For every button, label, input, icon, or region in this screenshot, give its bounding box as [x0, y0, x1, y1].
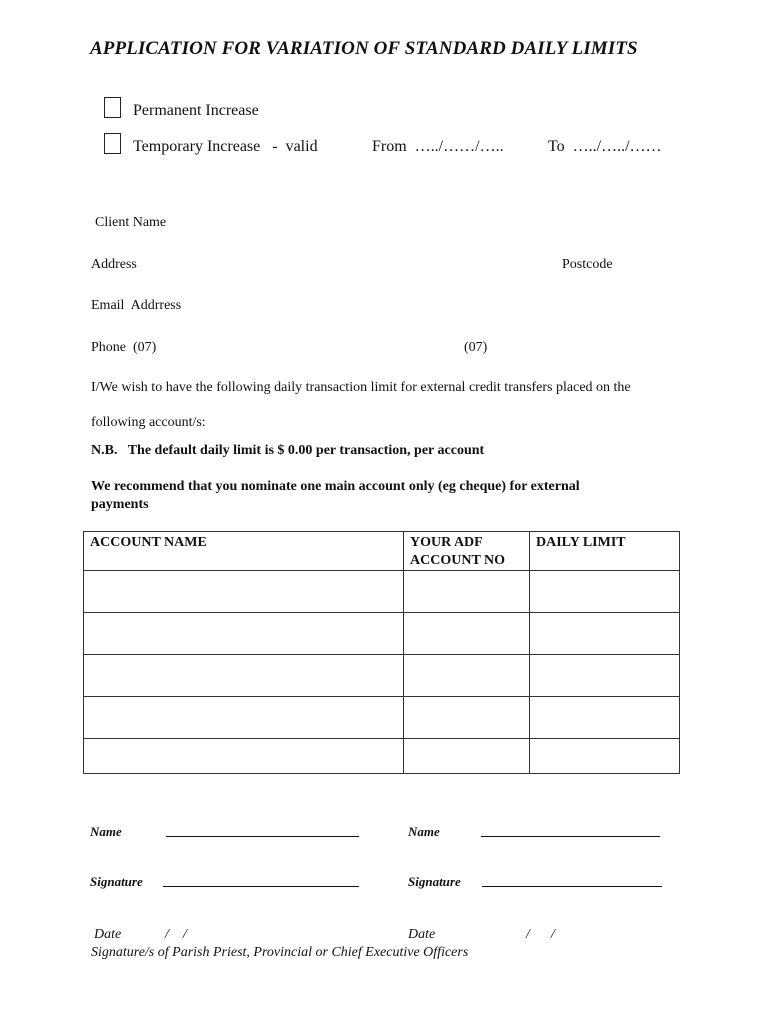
table-header-row [84, 532, 680, 571]
date-field-right[interactable]: / / [526, 927, 555, 942]
name-line-right[interactable] [481, 836, 660, 837]
column-header-account-name: ACCOUNT NAME [84, 532, 404, 571]
date-field-left[interactable]: / / [165, 927, 187, 942]
account-name-cell[interactable] [84, 571, 404, 613]
table-row [84, 613, 680, 655]
date-label-right: Date [408, 927, 436, 942]
permanent-increase-label: Permanent Increase [133, 102, 259, 119]
signature-line-right[interactable] [482, 886, 662, 887]
account-name-cell[interactable] [84, 697, 404, 739]
account-number-cell[interactable] [404, 697, 530, 739]
daily-limit-cell[interactable] [530, 613, 680, 655]
table-row [84, 571, 680, 613]
account-number-cell[interactable] [404, 739, 530, 774]
email-address-label: Email Addrress [91, 298, 182, 313]
table-row [84, 739, 680, 774]
account-name-cell[interactable] [84, 655, 404, 697]
account-number-cell[interactable] [404, 571, 530, 613]
account-name-cell[interactable] [84, 613, 404, 655]
date-label-left: Date [94, 927, 122, 942]
phone-secondary-label: (07) [464, 340, 488, 355]
default-limit-note: N.B. The default daily limit is $ 0.00 per transaction, per account [91, 443, 485, 458]
column-header-adf-account-no: YOUR ADF ACCOUNT NO [404, 532, 530, 571]
page-title: APPLICATION FOR VARIATION OF STANDARD DAILY LIMITS [90, 38, 638, 59]
signature-label-left: Signature [90, 874, 143, 889]
recommendation-note: We recommend that you nominate one main account only (eg cheque) for external [91, 479, 580, 494]
name-line-left[interactable] [166, 836, 359, 837]
signature-line-left[interactable] [163, 886, 359, 887]
account-number-cell[interactable] [404, 613, 530, 655]
temporary-increase-label: Temporary Increase - valid [133, 138, 318, 155]
request-statement: I/We wish to have the following daily transaction limit for external credit transfers placed on the [91, 380, 631, 395]
name-label-right: Name [408, 824, 440, 839]
accounts-table [83, 531, 680, 774]
address-label: Address [91, 257, 137, 272]
daily-limit-cell[interactable] [530, 697, 680, 739]
permanent-increase-checkbox[interactable] [104, 97, 121, 118]
client-name-label: Client Name [95, 215, 167, 230]
postcode-label: Postcode [562, 257, 613, 272]
daily-limit-cell[interactable] [530, 655, 680, 697]
recommendation-note-continued: payments [91, 497, 149, 512]
account-number-cell[interactable] [404, 655, 530, 697]
valid-to-field[interactable]: To …../…../…… [548, 138, 662, 155]
daily-limit-cell[interactable] [530, 739, 680, 774]
table-row [84, 697, 680, 739]
name-label-left: Name [90, 824, 122, 839]
temporary-increase-checkbox[interactable] [104, 133, 121, 154]
valid-from-field[interactable]: From …../……/….. [372, 138, 504, 155]
signatories-footer-note: Signature/s of Parish Priest, Provincial or Chief Executive Officers [91, 945, 469, 960]
request-statement-continued: following account/s: [91, 415, 206, 430]
daily-limit-cell[interactable] [530, 571, 680, 613]
account-name-cell[interactable] [84, 739, 404, 774]
table-row [84, 655, 680, 697]
phone-label: Phone (07) [91, 340, 157, 355]
signature-label-right: Signature [408, 874, 461, 889]
column-header-daily-limit: DAILY LIMIT [530, 532, 680, 571]
